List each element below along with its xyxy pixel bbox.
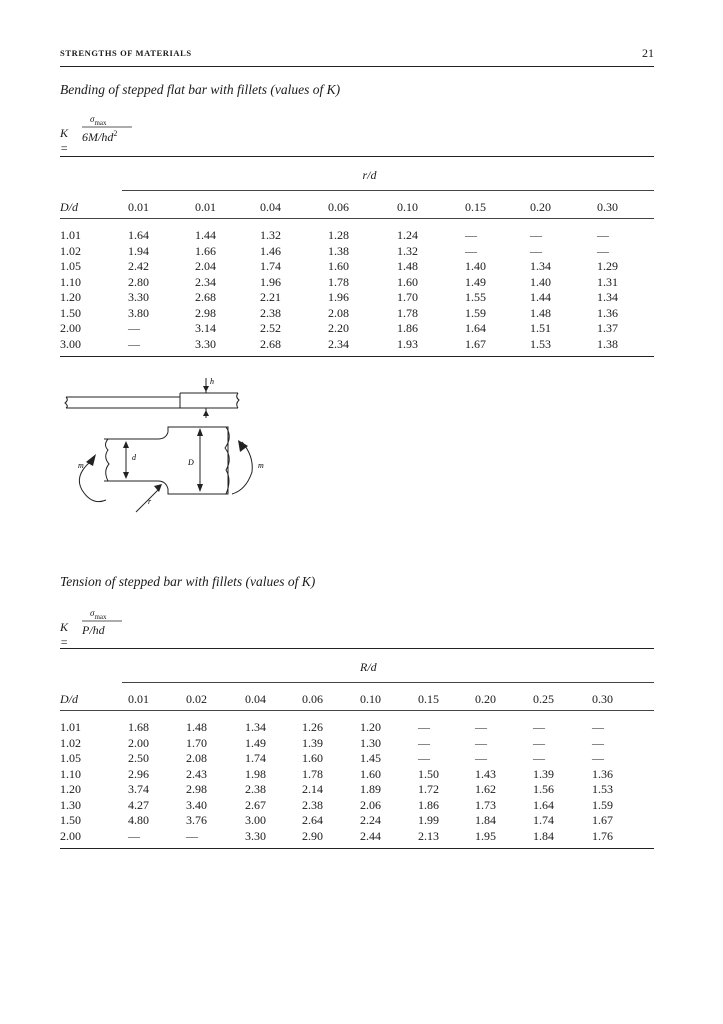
row-label: 1.20: [60, 290, 81, 304]
table-cell: —: [592, 735, 604, 750]
table-cell: 1.24: [397, 228, 418, 242]
column-header: 0.01: [195, 200, 216, 214]
table-cell: 1.78: [397, 305, 418, 320]
table-cell: 3.30: [195, 336, 216, 351]
table-cell: 1.36: [592, 766, 613, 781]
table-cell: 1.86: [397, 321, 418, 335]
table-cell: 1.48: [186, 720, 207, 734]
column-header: 0.25: [533, 692, 554, 706]
denominator-text: 6M/hd: [82, 130, 114, 144]
label-d: d: [132, 453, 136, 462]
row-label: 1.02: [60, 735, 81, 750]
column-header: 0.10: [360, 692, 381, 706]
table-cell: 2.13: [418, 828, 439, 843]
table-cell: 2.67: [245, 797, 266, 812]
row-label: 1.10: [60, 274, 81, 289]
table-cell: —: [465, 243, 477, 258]
table-cell: 2.43: [186, 766, 207, 781]
table-cell: 1.53: [592, 782, 613, 796]
table-cell: 2.80: [128, 274, 149, 289]
table-cell: 2.08: [186, 751, 207, 765]
table-cell: 1.38: [597, 336, 618, 351]
table-cell: 3.30: [245, 828, 266, 843]
formula-lhs: K =: [60, 620, 69, 649]
label-m-left: m: [78, 461, 84, 470]
table-cell: 1.32: [260, 228, 281, 242]
label-h: h: [210, 377, 214, 386]
table-cell: 2.34: [328, 336, 349, 351]
table-cell: 2.00: [128, 735, 149, 750]
table-cell: 1.28: [328, 228, 349, 242]
row-label: 1.50: [60, 305, 81, 320]
row-label: 1.05: [60, 259, 81, 273]
table-cell: 1.86: [418, 797, 439, 812]
table-cell: 1.56: [533, 782, 554, 796]
label-m-right: m: [258, 461, 264, 470]
table-cell: 1.36: [597, 305, 618, 320]
table-cell: 1.34: [530, 259, 551, 273]
row-label: 1.02: [60, 243, 81, 258]
table-cell: 1.59: [465, 305, 486, 320]
table-cell: 2.20: [328, 321, 349, 335]
table-cell: 1.60: [397, 274, 418, 289]
row-label: 1.01: [60, 720, 81, 734]
table-cell: 1.74: [533, 813, 554, 827]
row-label: 3.00: [60, 336, 81, 351]
table-cell: 3.74: [128, 782, 149, 796]
tension-table: [60, 648, 654, 848]
header-bottom-rule: [60, 218, 654, 219]
table-cell: 1.64: [533, 797, 554, 812]
table-cell: 1.89: [360, 782, 381, 796]
table-cell: 3.00: [245, 813, 266, 827]
fraction-bar: [82, 126, 132, 128]
formula-denominator: [82, 129, 117, 145]
table-cell: 2.68: [260, 336, 281, 351]
table-cell: 2.38: [245, 782, 266, 796]
table-cell: 2.44: [360, 828, 381, 843]
table-cell: 2.98: [195, 305, 216, 320]
sigma-symbol: σ: [90, 608, 95, 618]
denominator-superscript: 2: [113, 129, 118, 138]
column-header: 0.06: [328, 200, 349, 214]
fraction-bar: [82, 620, 122, 622]
table-cell: 1.30: [360, 735, 381, 750]
stepped-bar-diagram: [60, 370, 290, 520]
table-cell: 1.53: [530, 336, 551, 351]
table-cell: —: [128, 336, 140, 351]
table-cell: 1.94: [128, 243, 149, 258]
table-cell: 1.38: [328, 243, 349, 258]
running-head-title: STRENGTHS OF MATERIALS: [60, 48, 192, 58]
table-cell: 1.44: [530, 290, 551, 304]
table-cell: 1.48: [530, 305, 551, 320]
table-cell: 3.14: [195, 321, 216, 335]
formula-denominator: [82, 623, 105, 638]
table-cell: 1.29: [597, 259, 618, 273]
column-span-rule: [122, 190, 654, 191]
table-cell: 1.99: [418, 813, 439, 827]
table-cell: 1.72: [418, 782, 439, 796]
table-cell: 1.20: [360, 720, 381, 734]
formula-numerator: [90, 114, 107, 127]
table-cell: 1.70: [397, 290, 418, 304]
table-cell: 1.96: [328, 290, 349, 304]
column-header: 0.10: [397, 200, 418, 214]
numerator-subscript: max: [94, 118, 107, 127]
table-cell: 3.40: [186, 797, 207, 812]
numerator-subscript: max: [94, 612, 107, 621]
table-cell: —: [128, 828, 140, 843]
table-cell: 1.93: [397, 336, 418, 351]
table-cell: 4.80: [128, 813, 149, 827]
table-cell: 2.68: [195, 290, 216, 304]
table-cell: 1.68: [128, 720, 149, 734]
column-header: 0.15: [418, 692, 439, 706]
table-cell: 2.64: [302, 813, 323, 827]
row-label: 2.00: [60, 828, 81, 843]
table-cell: 1.34: [597, 290, 618, 304]
table-cell: 3.76: [186, 813, 207, 827]
table-cell: 1.60: [328, 259, 349, 273]
table-cell: 1.43: [475, 766, 496, 781]
column-header: 0.20: [530, 200, 551, 214]
table-cell: 2.24: [360, 813, 381, 827]
row-label: 1.20: [60, 782, 81, 796]
table-cell: 2.04: [195, 259, 216, 273]
table-cell: —: [475, 735, 487, 750]
row-label: 1.05: [60, 751, 81, 765]
row-label: 1.50: [60, 813, 81, 827]
table-cell: 1.74: [245, 751, 266, 765]
bending-section-title: Bending of stepped flat bar with fillets (values of K): [60, 82, 341, 97]
table-cell: 2.50: [128, 751, 149, 765]
column-header: 0.06: [302, 692, 323, 706]
label-r: r: [148, 497, 152, 506]
table-cell: 2.08: [328, 305, 349, 320]
table-cell: —: [418, 720, 430, 734]
header-rule: [60, 66, 654, 67]
table-cell: 1.70: [186, 735, 207, 750]
column-header: 0.30: [592, 692, 613, 706]
table-cell: 2.14: [302, 782, 323, 796]
formula-numerator: [90, 608, 107, 621]
table-cell: 1.45: [360, 751, 381, 765]
table-cell: 1.44: [195, 228, 216, 242]
table-cell: 1.34: [245, 720, 266, 734]
column-span-label: R/d: [360, 660, 377, 674]
table-cell: 1.98: [245, 766, 266, 781]
table-bottom-rule: [60, 848, 654, 849]
table-cell: —: [597, 243, 609, 258]
table-cell: —: [418, 751, 430, 765]
column-header: 0.02: [186, 692, 207, 706]
column-header: 0.04: [260, 200, 281, 214]
table-cell: —: [475, 720, 487, 734]
table-cell: 1.37: [597, 321, 618, 335]
table-cell: 4.27: [128, 797, 149, 812]
table-cell: 1.40: [530, 274, 551, 289]
header-bottom-rule: [60, 710, 654, 711]
table-cell: 1.76: [592, 828, 613, 843]
table-cell: —: [465, 228, 477, 242]
table-cell: —: [530, 228, 542, 242]
sigma-symbol: σ: [90, 114, 95, 124]
table-cell: 1.74: [260, 259, 281, 273]
table-cell: —: [597, 228, 609, 242]
tension-section-title: Tension of stepped bar with fillets (values of K): [60, 574, 316, 589]
table-cell: 1.60: [302, 751, 323, 765]
column-header: 0.30: [597, 200, 618, 214]
column-header: 0.01: [128, 200, 149, 214]
column-header: 0.01: [128, 692, 149, 706]
table-cell: —: [533, 751, 545, 765]
label-D: D: [188, 458, 194, 467]
table-cell: 1.32: [397, 243, 418, 258]
table-cell: 1.67: [465, 336, 486, 351]
running-head: [60, 46, 654, 62]
table-cell: 1.40: [465, 259, 486, 273]
table-cell: 1.64: [465, 321, 486, 335]
table-cell: —: [128, 321, 140, 335]
table-cell: 1.64: [128, 228, 149, 242]
table-cell: 1.39: [533, 766, 554, 781]
table-cell: 1.26: [302, 720, 323, 734]
table-cell: 2.52: [260, 321, 281, 335]
table-cell: 1.46: [260, 243, 281, 258]
row-label: 1.01: [60, 228, 81, 242]
table-cell: —: [475, 751, 487, 765]
table-cell: 1.48: [397, 259, 418, 273]
table-cell: —: [530, 243, 542, 258]
table-cell: 3.80: [128, 305, 149, 320]
table-cell: 2.38: [260, 305, 281, 320]
table-cell: 2.38: [302, 797, 323, 812]
table-cell: 1.95: [475, 828, 496, 843]
column-header: 0.20: [475, 692, 496, 706]
table-cell: 2.90: [302, 828, 323, 843]
row-label: 1.30: [60, 797, 81, 812]
table-cell: 1.62: [475, 782, 496, 796]
table-cell: —: [592, 751, 604, 765]
denominator-text: P/hd: [82, 623, 105, 637]
table-cell: 1.60: [360, 766, 381, 781]
table-cell: 1.78: [328, 274, 349, 289]
table-cell: 1.31: [597, 274, 618, 289]
table-cell: 1.73: [475, 797, 496, 812]
table-cell: 1.55: [465, 290, 486, 304]
table-cell: 1.50: [418, 766, 439, 781]
page-number: 21: [642, 46, 654, 60]
table-cell: 2.42: [128, 259, 149, 273]
table-top-rule: [60, 648, 654, 649]
formula-lhs: K =: [60, 126, 69, 155]
table-cell: 3.30: [128, 290, 149, 304]
table-cell: 1.51: [530, 321, 551, 335]
table-top-rule: [60, 156, 654, 157]
table-cell: 2.96: [128, 766, 149, 781]
table-cell: —: [533, 720, 545, 734]
table-cell: 1.84: [475, 813, 496, 827]
table-cell: 1.84: [533, 828, 554, 843]
table-cell: 2.34: [195, 274, 216, 289]
table-cell: —: [533, 735, 545, 750]
column-header: D/d: [60, 200, 78, 214]
column-header: 0.15: [465, 200, 486, 214]
table-cell: —: [186, 828, 198, 843]
table-cell: 1.67: [592, 813, 613, 827]
column-header: D/d: [60, 692, 78, 706]
table-cell: 1.96: [260, 274, 281, 289]
bending-table: [60, 156, 654, 356]
column-span-label: r/d: [362, 168, 377, 182]
table-cell: 2.21: [260, 290, 281, 304]
row-label: 2.00: [60, 321, 81, 335]
table-bottom-rule: [60, 356, 654, 357]
table-cell: 1.39: [302, 735, 323, 750]
column-span-rule: [122, 682, 654, 683]
column-header: 0.04: [245, 692, 266, 706]
table-cell: —: [592, 720, 604, 734]
table-cell: 1.49: [245, 735, 266, 750]
table-cell: 1.66: [195, 243, 216, 258]
table-cell: 1.59: [592, 797, 613, 812]
row-label: 1.10: [60, 766, 81, 781]
table-cell: 1.49: [465, 274, 486, 289]
table-cell: 1.78: [302, 766, 323, 781]
stepped-bar-figure: [60, 370, 290, 520]
table-cell: 2.06: [360, 797, 381, 812]
table-cell: —: [418, 735, 430, 750]
table-cell: 2.98: [186, 782, 207, 796]
